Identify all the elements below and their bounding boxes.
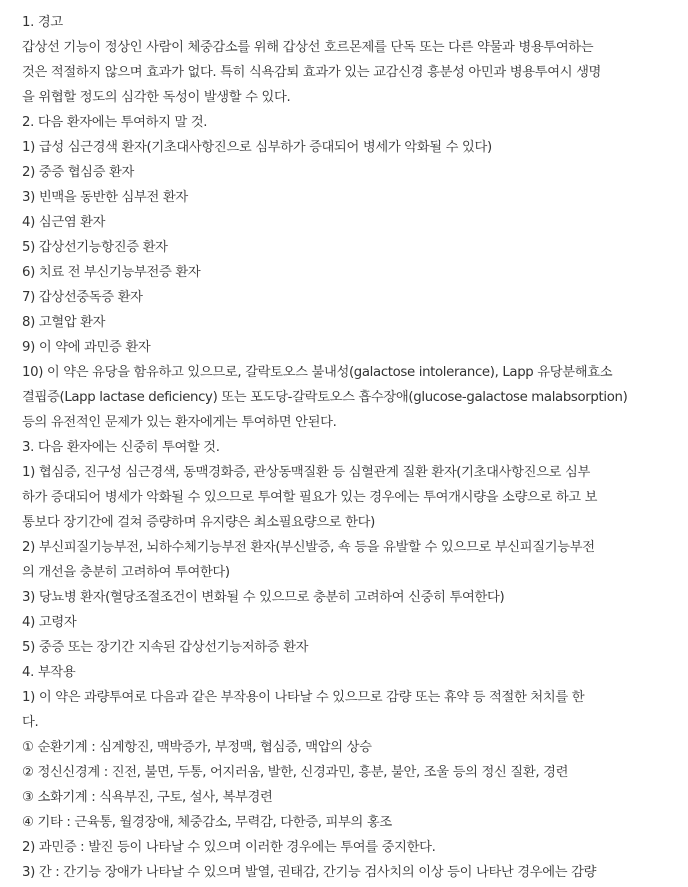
list-item-continuation: 통보다 장기간에 걸쳐 증량하며 유지량은 최소필요량으로 한다) <box>22 515 375 530</box>
list-item: 1) 이 약은 과량투여로 다음과 같은 부작용이 나타날 수 있으므로 감량 또는 휴약 등 적절한 처치를 한 <box>22 690 585 705</box>
list-item: 10) 이 약은 유당을 함유하고 있으므로, 갈락토오스 불내성(galactose intolerance), Lapp 유당분해효소 <box>22 365 613 380</box>
section-heading-warning: 1. 경고 <box>22 15 63 30</box>
list-item: 1) 급성 심근경색 환자(기초대사항진으로 심부하가 증대되어 병세가 악화될 수 있다) <box>22 140 492 155</box>
list-item: 4) 심근염 환자 <box>22 215 106 230</box>
section-heading-side-effects: 4. 부작용 <box>22 665 76 680</box>
section-heading-caution: 3. 다음 환자에는 신중히 투여할 것. <box>22 440 220 455</box>
list-item: 4) 고령자 <box>22 615 77 630</box>
paragraph-line: 을 위협할 정도의 심각한 독성이 발생할 수 있다. <box>22 90 291 105</box>
list-item: 1) 협심증, 진구성 심근경색, 동맥경화증, 관상동맥질환 등 심혈관계 질환 환자(기초대사항진으로 심부 <box>22 465 590 480</box>
list-item: 8) 고혈압 환자 <box>22 315 106 330</box>
list-item: 3) 당뇨병 환자(혈당조절조건이 변화될 수 있으므로 충분히 고려하여 신중히 투여한다) <box>22 590 505 605</box>
sub-list-item: ① 순환기계 : 심계항진, 맥박증가, 부정맥, 협심증, 맥압의 상승 <box>22 740 372 755</box>
document-body <box>22 10 684 885</box>
list-item-continuation: 의 개선을 충분히 고려하여 투여한다) <box>22 565 230 580</box>
list-item: 5) 갑상선기능항진증 환자 <box>22 240 168 255</box>
list-item: 5) 중증 또는 장기간 지속된 갑상선기능저하증 환자 <box>22 640 309 655</box>
list-item: 6) 치료 전 부신기능부전증 환자 <box>22 265 201 280</box>
list-item: 2) 부신피질기능부전, 뇌하수체기능부전 환자(부신발증, 쇽 등을 유발할 수 있으므로 부신피질기능부전 <box>22 540 595 555</box>
list-item: 3) 빈맥을 동반한 심부전 환자 <box>22 190 188 205</box>
sub-list-item: ② 정신신경계 : 진전, 불면, 두통, 어지러움, 발한, 신경과민, 흥분, 불안, 조울 등의 정신 질환, 경련 <box>22 765 569 780</box>
paragraph-line: 것은 적절하지 않으며 효과가 없다. 특히 식욕감퇴 효과가 있는 교감신경 흥분성 아민과 병용투여시 생명 <box>22 65 602 80</box>
sub-list-item: ④ 기타 : 근육통, 월경장애, 체중감소, 무력감, 다한증, 피부의 홍조 <box>22 815 392 830</box>
list-item-continuation: 하가 증대되어 병세가 악화될 수 있으므로 투여할 필요가 있는 경우에는 투여개시량을 소량으로 하고 보 <box>22 490 598 505</box>
list-item: 7) 갑상선중독증 환자 <box>22 290 143 305</box>
sub-list-item: ③ 소화기계 : 식욕부진, 구토, 설사, 복부경련 <box>22 790 273 805</box>
list-item-continuation: 결핍증(Lapp lactase deficiency) 또는 포도당-갈락토오스 흡수장애(glucose-galactose malabsorption) <box>22 390 628 405</box>
list-item: 2) 중증 협심증 환자 <box>22 165 135 180</box>
list-item-continuation: 등의 유전적인 문제가 있는 환자에게는 투여하면 안된다. <box>22 415 337 430</box>
section-heading-contraindications: 2. 다음 환자에는 투여하지 말 것. <box>22 115 208 130</box>
list-item: 3) 간 : 간기능 장애가 나타날 수 있으며 발열, 권태감, 간기능 검사치의 이상 등이 나타난 경우에는 감량 <box>22 865 597 880</box>
list-item-continuation: 다. <box>22 715 39 730</box>
list-item: 9) 이 약에 과민증 환자 <box>22 340 151 355</box>
paragraph-line: 갑상선 기능이 정상인 사람이 체중감소를 위해 갑상선 호르몬제를 단독 또는 다른 약물과 병용투여하는 <box>22 40 594 55</box>
list-item: 2) 과민증 : 발진 등이 나타날 수 있으며 이러한 경우에는 투여를 중지한다. <box>22 840 436 855</box>
